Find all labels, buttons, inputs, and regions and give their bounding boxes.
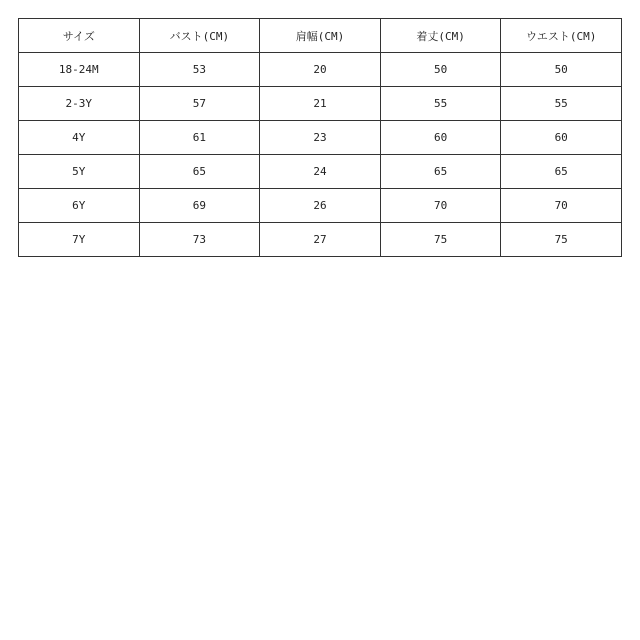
cell-length: 60: [380, 121, 501, 155]
header-size: サイズ: [19, 19, 140, 53]
cell-length: 55: [380, 87, 501, 121]
table-row: [19, 87, 622, 121]
cell-shoulder: 21: [260, 87, 381, 121]
cell-size: 7Y: [19, 223, 140, 257]
cell-length: 50: [380, 53, 501, 87]
table-row: [19, 223, 622, 257]
cell-waist: 75: [501, 223, 622, 257]
header-shoulder: 肩幅(CM): [260, 19, 381, 53]
header-bust: バスト(CM): [139, 19, 260, 53]
cell-size: 2-3Y: [19, 87, 140, 121]
cell-shoulder: 26: [260, 189, 381, 223]
table-row: [19, 189, 622, 223]
cell-size: 4Y: [19, 121, 140, 155]
cell-bust: 61: [139, 121, 260, 155]
cell-waist: 60: [501, 121, 622, 155]
cell-bust: 73: [139, 223, 260, 257]
table-row: [19, 121, 622, 155]
cell-shoulder: 24: [260, 155, 381, 189]
table-header-row: [19, 19, 622, 53]
header-length: 着丈(CM): [380, 19, 501, 53]
cell-waist: 55: [501, 87, 622, 121]
cell-length: 70: [380, 189, 501, 223]
header-waist: ウエスト(CM): [501, 19, 622, 53]
size-chart-table: [18, 18, 622, 257]
cell-bust: 53: [139, 53, 260, 87]
cell-bust: 65: [139, 155, 260, 189]
cell-waist: 50: [501, 53, 622, 87]
table-row: [19, 53, 622, 87]
cell-waist: 70: [501, 189, 622, 223]
cell-size: 6Y: [19, 189, 140, 223]
cell-bust: 57: [139, 87, 260, 121]
cell-length: 65: [380, 155, 501, 189]
cell-shoulder: 27: [260, 223, 381, 257]
table-row: [19, 155, 622, 189]
cell-waist: 65: [501, 155, 622, 189]
cell-size: 18-24M: [19, 53, 140, 87]
cell-bust: 69: [139, 189, 260, 223]
cell-shoulder: 20: [260, 53, 381, 87]
cell-length: 75: [380, 223, 501, 257]
cell-size: 5Y: [19, 155, 140, 189]
cell-shoulder: 23: [260, 121, 381, 155]
